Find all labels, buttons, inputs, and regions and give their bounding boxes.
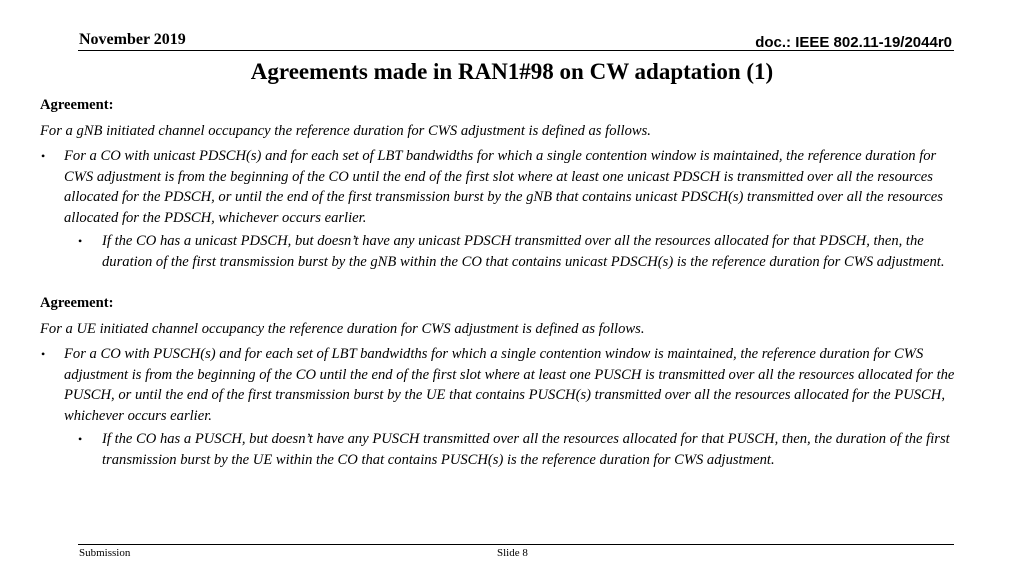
bullet-dot-icon: • bbox=[78, 432, 83, 446]
bullet-dot-icon: • bbox=[78, 234, 83, 248]
header-divider bbox=[78, 50, 954, 51]
agreement-bullet-text: For a CO with unicast PDSCH(s) and for each set of LBT bandwidths for which a single contention window is maintained, the reference duration for CWS adjustment is from the beginning of the CO until the end of the first slot where at least one unicast PDSCH is transmitted over all the resources allocated for the PDSCH, or until the end of the first transmission burst by the gNB that contains unicast PDSCH(s) transmitted over all the resources allocated for the PDSCH, whichever occurs earlier. bbox=[64, 148, 943, 226]
agreement-intro: For a UE initiated channel occupancy the reference duration for CWS adjustment is defined as follows. bbox=[40, 320, 645, 337]
agreement-sub-bullet-text: If the CO has a unicast PDSCH, but doesn’t have any unicast PDSCH transmitted over all the resources allocated for that PDSCH, then, the duration of the first transmission burst by the gNB within the CO that contains unicast PDSCH(s) is the reference duration for CWS adjustment. bbox=[102, 233, 945, 270]
footer-divider bbox=[78, 544, 954, 545]
agreement-bullet bbox=[40, 344, 962, 426]
agreement-heading: Agreement: bbox=[40, 97, 114, 113]
bullet-dot-icon: • bbox=[41, 149, 46, 163]
agreement-sub-bullet bbox=[40, 429, 962, 470]
agreement-heading: Agreement: bbox=[40, 295, 114, 311]
agreement-section-gnb bbox=[40, 95, 962, 272]
bullet-dot-icon: • bbox=[41, 347, 46, 361]
agreement-bullet bbox=[40, 146, 962, 228]
slide-number: Slide 8 bbox=[497, 547, 528, 559]
slide-body bbox=[40, 95, 962, 473]
agreement-intro: For a gNB initiated channel occupancy the reference duration for CWS adjustment is defined as follows. bbox=[40, 122, 651, 139]
agreement-sub-bullet-text: If the CO has a PUSCH, but doesn’t have any PUSCH transmitted over all the resources allocated for that PUSCH, then, the duration of the first transmission burst by the UE within the CO that contains PUSCH(s) is the reference duration for CWS adjustment. bbox=[102, 431, 950, 468]
agreement-section-ue bbox=[40, 293, 962, 470]
header-date: November 2019 bbox=[79, 31, 186, 48]
header-doc-id: doc.: IEEE 802.11-19/2044r0 bbox=[755, 34, 952, 51]
footer-submission: Submission bbox=[79, 547, 131, 559]
slide-title: Agreements made in RAN1#98 on CW adaptation (1) bbox=[250, 59, 774, 84]
agreement-sub-bullet bbox=[40, 231, 962, 272]
agreement-bullet-text: For a CO with PUSCH(s) and for each set of LBT bandwidths for which a single contention window is maintained, the reference duration for CWS adjustment is from the beginning of the CO until the end of the first slot where at least one PUSCH is transmitted over all the resources allocated for the PUSCH, or until the end of the first transmission burst by the UE that contains PUSCH(s) transmitted over all the resources allocated for the PUSCH, whichever occurs earlier. bbox=[64, 346, 955, 424]
